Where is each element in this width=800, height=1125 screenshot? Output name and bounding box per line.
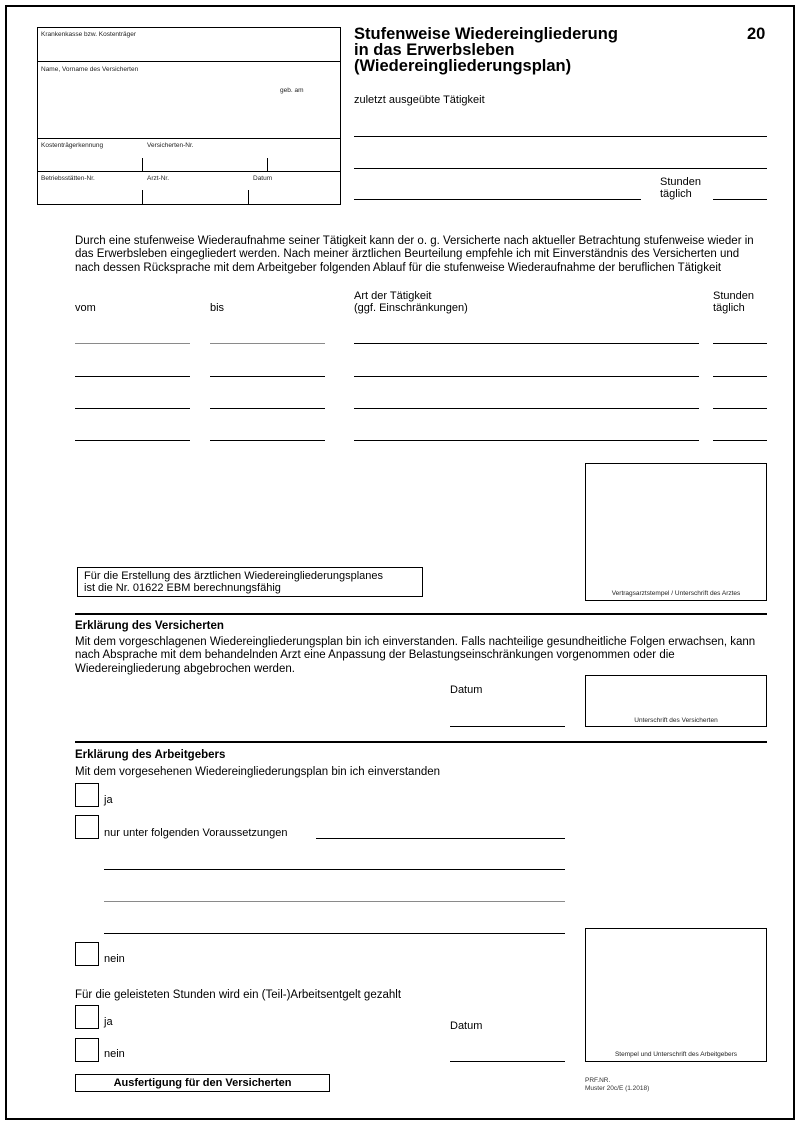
copy-label: Ausfertigung für den Versicherten: [75, 1074, 330, 1092]
employer-text: Mit dem vorgesehenen Wiedereingliederungsplan bin ich einverstanden: [75, 766, 441, 778]
conditions-line[interactable]: [104, 933, 565, 934]
title-line-3: (Wiedereingliederungsplan): [354, 57, 572, 75]
col-from-header: vom: [75, 302, 96, 314]
plan-to-line[interactable]: [210, 343, 325, 344]
employer-heading: Erklärung des Arbeitgebers: [75, 749, 226, 761]
col-activity-line-2: (ggf. Einschränkungen): [354, 302, 468, 314]
plan-activity-line[interactable]: [354, 343, 699, 344]
col-activity-header: [354, 290, 468, 314]
name-label: Name, Vorname des Versicherten: [41, 66, 139, 73]
employer-date-line[interactable]: [450, 1061, 565, 1062]
billing-note-line-2: ist die Nr. 01622 EBM berechnungsfähig: [84, 581, 281, 594]
insured-text: Mit dem vorgeschlagenen Wiedereingliederungsplan bin ich einverstanden. Falls nachteilige gesundheitliche Folgen erwachsen, kann nach Absprache mit dem behandelnden Arzt eine Anpassung der Belastungseinschränkungen vorgenommen oder die Wiedereingliederung abgebrochen werden.: [75, 636, 756, 675]
title-line-1: Stufenweise Wiedereingliederung: [354, 25, 618, 43]
conditions-line[interactable]: [104, 869, 565, 870]
billing-note-line-1: Für die Erstellung des ärztlichen Wiedereingliederungsplanes: [84, 570, 383, 582]
checkbox-agree-conditional[interactable]: [75, 815, 99, 839]
plan-hours-line[interactable]: [713, 408, 767, 409]
conditions-line[interactable]: [104, 901, 565, 902]
insured-signature-box[interactable]: [585, 675, 767, 727]
dob-label: geb. am: [280, 87, 304, 94]
col-hours-header: [713, 290, 754, 314]
checkbox-pay-no[interactable]: [75, 1038, 99, 1062]
plan-hours-line[interactable]: [713, 376, 767, 377]
insured-date-label: Datum: [450, 684, 483, 696]
billing-note: [77, 567, 423, 597]
plan-from-line[interactable]: [75, 343, 190, 344]
conditions-line[interactable]: [316, 838, 565, 839]
last-activity-line-2[interactable]: [354, 168, 767, 169]
col-hours-line-2: täglich: [713, 302, 745, 314]
doctor-stamp-box[interactable]: [585, 463, 767, 601]
form-number: 20: [747, 25, 766, 43]
last-activity-line-1[interactable]: [354, 136, 767, 137]
option-no-label: nein: [104, 953, 125, 965]
plan-to-line[interactable]: [210, 408, 325, 409]
plan-activity-line[interactable]: [354, 376, 699, 377]
checkbox-pay-yes[interactable]: [75, 1005, 99, 1029]
practice-no-label: Betriebsstätten-Nr.: [41, 175, 95, 182]
intro-paragraph: Durch eine stufenweise Wiederaufnahme seiner Tätigkeit kann der o. g. Versicherte nach aktueller Betrachtung stufenweise wieder in das Erwerbsleben eingegliedert werden. Nach meiner ärztlichen Beurteilung empfehle ich mit Einverständnis des Versicherten und nach dessen Rücksprache mit dem Arbeitgeber folgenden Ablauf für die stufenweise Wiederaufnahme der beruflichen Tätigkeit: [75, 235, 754, 274]
pay-question: Für die geleisteten Stunden wird ein (Teil-)Arbeitsentgelt gezahlt: [75, 989, 402, 1001]
plan-from-line[interactable]: [75, 440, 190, 441]
plan-hours-line[interactable]: [713, 440, 767, 441]
section-divider: [75, 613, 767, 615]
plan-from-line[interactable]: [75, 376, 190, 377]
hours-daily-line-top[interactable]: [713, 199, 767, 200]
pay-no-label: nein: [104, 1048, 125, 1060]
insured-signature-label: Unterschrift des Versicherten: [634, 717, 718, 724]
plan-hours-line[interactable]: [713, 343, 767, 344]
plan-to-line[interactable]: [210, 376, 325, 377]
doctor-stamp-label: Vertragsarztstempel / Unterschrift des Arztes: [611, 590, 741, 597]
plan-activity-line[interactable]: [354, 440, 699, 441]
hours-label-line-1: Stunden: [660, 176, 701, 188]
insurer-id-label: Kostenträgerkennung: [41, 142, 104, 149]
footer-code: [585, 1077, 649, 1093]
insured-heading: Erklärung des Versicherten: [75, 620, 224, 632]
employer-date-label: Datum: [450, 1020, 483, 1032]
doctor-no-label: Arzt-Nr.: [147, 175, 170, 182]
insurer-label: Krankenkasse bzw. Kostenträger: [41, 31, 137, 38]
plan-from-line[interactable]: [75, 408, 190, 409]
insured-no-label: Versicherten-Nr.: [147, 142, 194, 149]
section-divider: [75, 741, 767, 743]
employer-stamp-label: Stempel und Unterschrift des Arbeitgebers: [614, 1051, 738, 1058]
patient-data-box: [37, 27, 341, 205]
hours-daily-label-top: [660, 176, 701, 200]
last-activity-line-3[interactable]: [354, 199, 641, 200]
hours-label-line-2: täglich: [660, 188, 692, 200]
plan-to-line[interactable]: [210, 440, 325, 441]
title-line-2: in das Erwerbsleben: [354, 41, 515, 59]
option-yes-label: ja: [104, 794, 113, 806]
date-label: Datum: [253, 175, 273, 182]
checkbox-agree-no[interactable]: [75, 942, 99, 966]
col-hours-line-1: Stunden: [713, 290, 754, 302]
pay-yes-label: ja: [104, 1016, 113, 1028]
col-activity-line-1: Art der Tätigkeit: [354, 290, 432, 302]
plan-activity-line[interactable]: [354, 408, 699, 409]
option-conditional-label: nur unter folgenden Voraussetzungen: [104, 827, 288, 839]
col-to-header: bis: [210, 302, 225, 314]
footer-code-line-1: PRF.NR.: [585, 1077, 611, 1084]
form-title: [354, 26, 618, 74]
footer-code-line-2: Muster 20c/E (1.2018): [585, 1085, 650, 1092]
employer-stamp-box[interactable]: [585, 928, 767, 1062]
insured-date-line[interactable]: [450, 726, 565, 727]
checkbox-agree-yes[interactable]: [75, 783, 99, 807]
last-activity-label: zuletzt ausgeübte Tätigkeit: [354, 94, 485, 106]
